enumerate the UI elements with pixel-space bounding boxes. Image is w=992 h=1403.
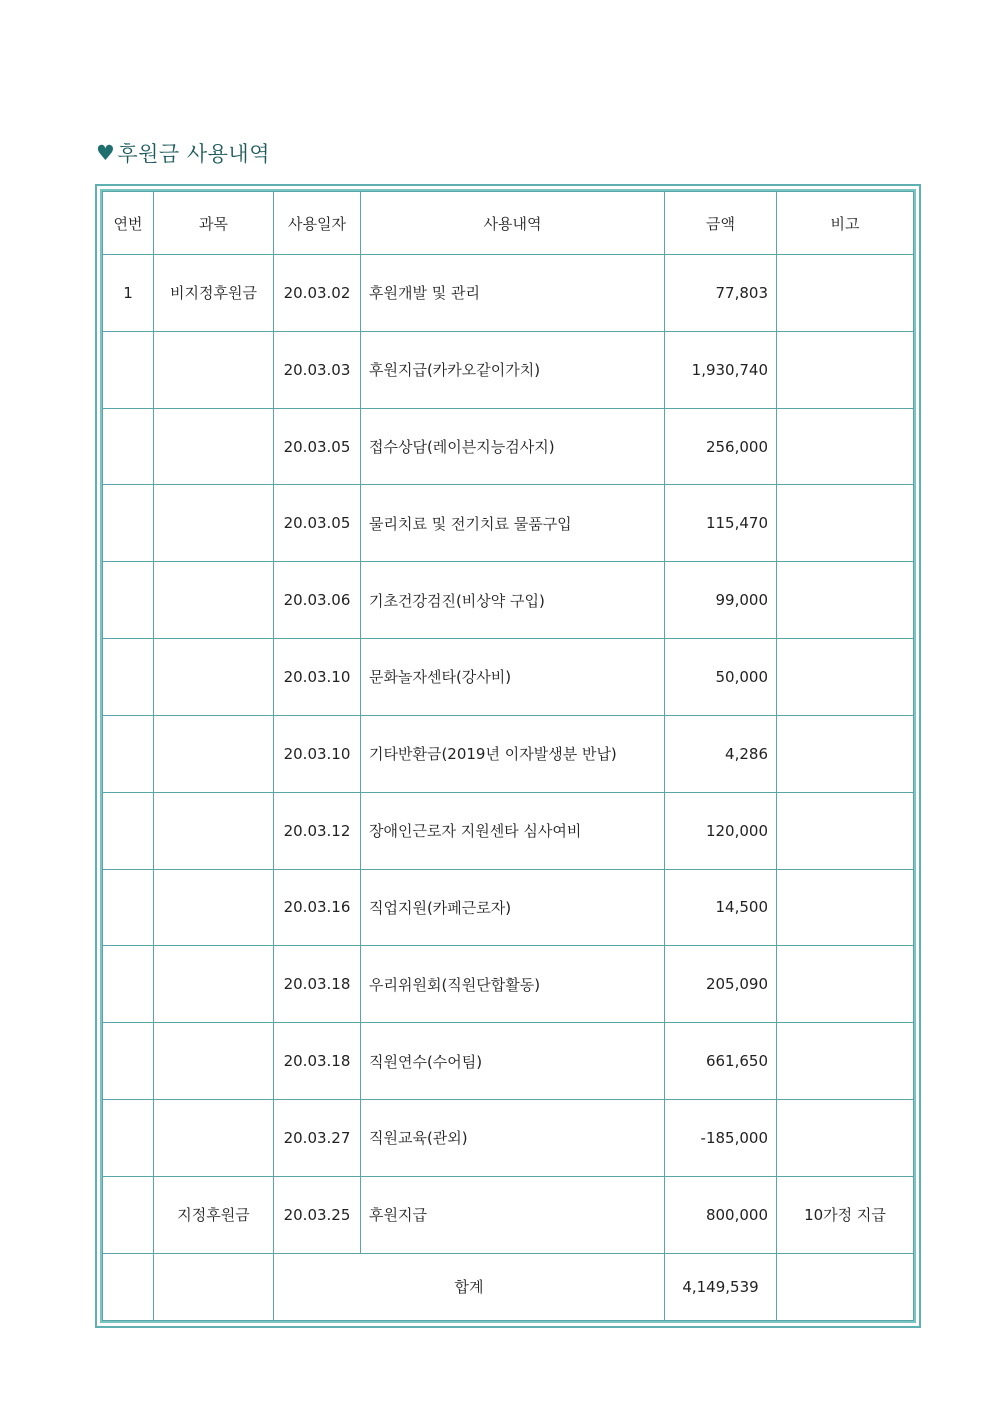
cell-note	[777, 562, 914, 639]
donation-usage-table	[102, 191, 914, 1321]
cell-date: 20.03.10	[274, 639, 361, 716]
cell-amount: 800,000	[665, 1176, 777, 1253]
cell-date: 20.03.02	[274, 255, 361, 332]
header-amount: 금액	[665, 192, 777, 255]
cell-no	[103, 562, 154, 639]
cell-amount: -185,000	[665, 1099, 777, 1176]
cell-date: 20.03.10	[274, 715, 361, 792]
cell-description: 후원지급	[361, 1176, 665, 1253]
cell-description: 물리치료 및 전기치료 물품구입	[361, 485, 665, 562]
table-row	[103, 562, 914, 639]
cell-note	[777, 715, 914, 792]
cell-description: 후원지급(카카오같이가치)	[361, 331, 665, 408]
cell-description: 직업지원(카페근로자)	[361, 869, 665, 946]
cell-subject	[154, 715, 274, 792]
cell-subject: 비지정후원금	[154, 255, 274, 332]
table-row	[103, 869, 914, 946]
cell-subject: 지정후원금	[154, 1176, 274, 1253]
cell-amount: 256,000	[665, 408, 777, 485]
cell-subject	[154, 792, 274, 869]
cell-description: 문화놀자센타(강사비)	[361, 639, 665, 716]
cell-subject	[154, 408, 274, 485]
cell-amount: 99,000	[665, 562, 777, 639]
cell-note	[777, 485, 914, 562]
cell-no	[103, 715, 154, 792]
table-row	[103, 1099, 914, 1176]
table-row	[103, 946, 914, 1023]
table-row	[103, 408, 914, 485]
page-title	[96, 138, 270, 168]
cell-date: 20.03.18	[274, 946, 361, 1023]
cell-subject	[154, 869, 274, 946]
cell-no	[103, 869, 154, 946]
cell-subject	[154, 946, 274, 1023]
cell-amount: 14,500	[665, 869, 777, 946]
cell-date: 20.03.27	[274, 1099, 361, 1176]
cell-no-empty	[103, 1253, 154, 1320]
table-row	[103, 792, 914, 869]
cell-note	[777, 255, 914, 332]
cell-date: 20.03.18	[274, 1023, 361, 1100]
cell-description: 직원연수(수어팀)	[361, 1023, 665, 1100]
cell-description: 직원교육(관외)	[361, 1099, 665, 1176]
page-title-text: 후원금 사용내역	[117, 142, 271, 166]
table-row	[103, 255, 914, 332]
cell-amount: 115,470	[665, 485, 777, 562]
header-note: 비고	[777, 192, 914, 255]
cell-note	[777, 331, 914, 408]
cell-no	[103, 946, 154, 1023]
cell-note-empty	[777, 1253, 914, 1320]
table-row	[103, 331, 914, 408]
cell-description: 우리위원회(직원단합활동)	[361, 946, 665, 1023]
cell-note	[777, 869, 914, 946]
total-amount: 4,149,539	[665, 1253, 777, 1320]
cell-note	[777, 1023, 914, 1100]
header-description: 사용내역	[361, 192, 665, 255]
cell-no	[103, 485, 154, 562]
cell-amount: 1,930,740	[665, 331, 777, 408]
header-subject: 과목	[154, 192, 274, 255]
cell-subject	[154, 639, 274, 716]
cell-date: 20.03.06	[274, 562, 361, 639]
cell-amount: 205,090	[665, 946, 777, 1023]
cell-date: 20.03.25	[274, 1176, 361, 1253]
cell-subject-empty	[154, 1253, 274, 1320]
cell-date: 20.03.03	[274, 331, 361, 408]
header-row	[103, 192, 914, 255]
cell-date: 20.03.16	[274, 869, 361, 946]
cell-description: 장애인근로자 지원센타 심사여비	[361, 792, 665, 869]
cell-no: 1	[103, 255, 154, 332]
cell-no	[103, 1099, 154, 1176]
cell-no	[103, 792, 154, 869]
heart-icon: ♥	[96, 141, 116, 165]
cell-no	[103, 408, 154, 485]
cell-subject	[154, 1099, 274, 1176]
table-row	[103, 485, 914, 562]
cell-amount: 77,803	[665, 255, 777, 332]
cell-date: 20.03.12	[274, 792, 361, 869]
cell-no	[103, 1023, 154, 1100]
cell-amount: 50,000	[665, 639, 777, 716]
cell-no	[103, 1176, 154, 1253]
cell-subject	[154, 331, 274, 408]
cell-note	[777, 792, 914, 869]
cell-amount: 4,286	[665, 715, 777, 792]
total-row	[103, 1253, 914, 1320]
header-no: 연번	[103, 192, 154, 255]
cell-subject	[154, 1023, 274, 1100]
cell-description: 접수상담(레이븐지능검사지)	[361, 408, 665, 485]
cell-date: 20.03.05	[274, 485, 361, 562]
cell-date: 20.03.05	[274, 408, 361, 485]
cell-description: 기초건강검진(비상약 구입)	[361, 562, 665, 639]
cell-no	[103, 639, 154, 716]
cell-description: 후원개발 및 관리	[361, 255, 665, 332]
cell-subject	[154, 485, 274, 562]
total-label: 합계	[274, 1253, 665, 1320]
cell-note	[777, 1099, 914, 1176]
table-row	[103, 639, 914, 716]
header-date: 사용일자	[274, 192, 361, 255]
table-row	[103, 1176, 914, 1253]
cell-amount: 661,650	[665, 1023, 777, 1100]
cell-note	[777, 946, 914, 1023]
cell-subject	[154, 562, 274, 639]
cell-amount: 120,000	[665, 792, 777, 869]
table-row	[103, 1023, 914, 1100]
cell-note	[777, 639, 914, 716]
cell-description: 기타반환금(2019년 이자발생분 반납)	[361, 715, 665, 792]
cell-note	[777, 408, 914, 485]
table-row	[103, 715, 914, 792]
cell-note: 10가정 지급	[777, 1176, 914, 1253]
cell-no	[103, 331, 154, 408]
